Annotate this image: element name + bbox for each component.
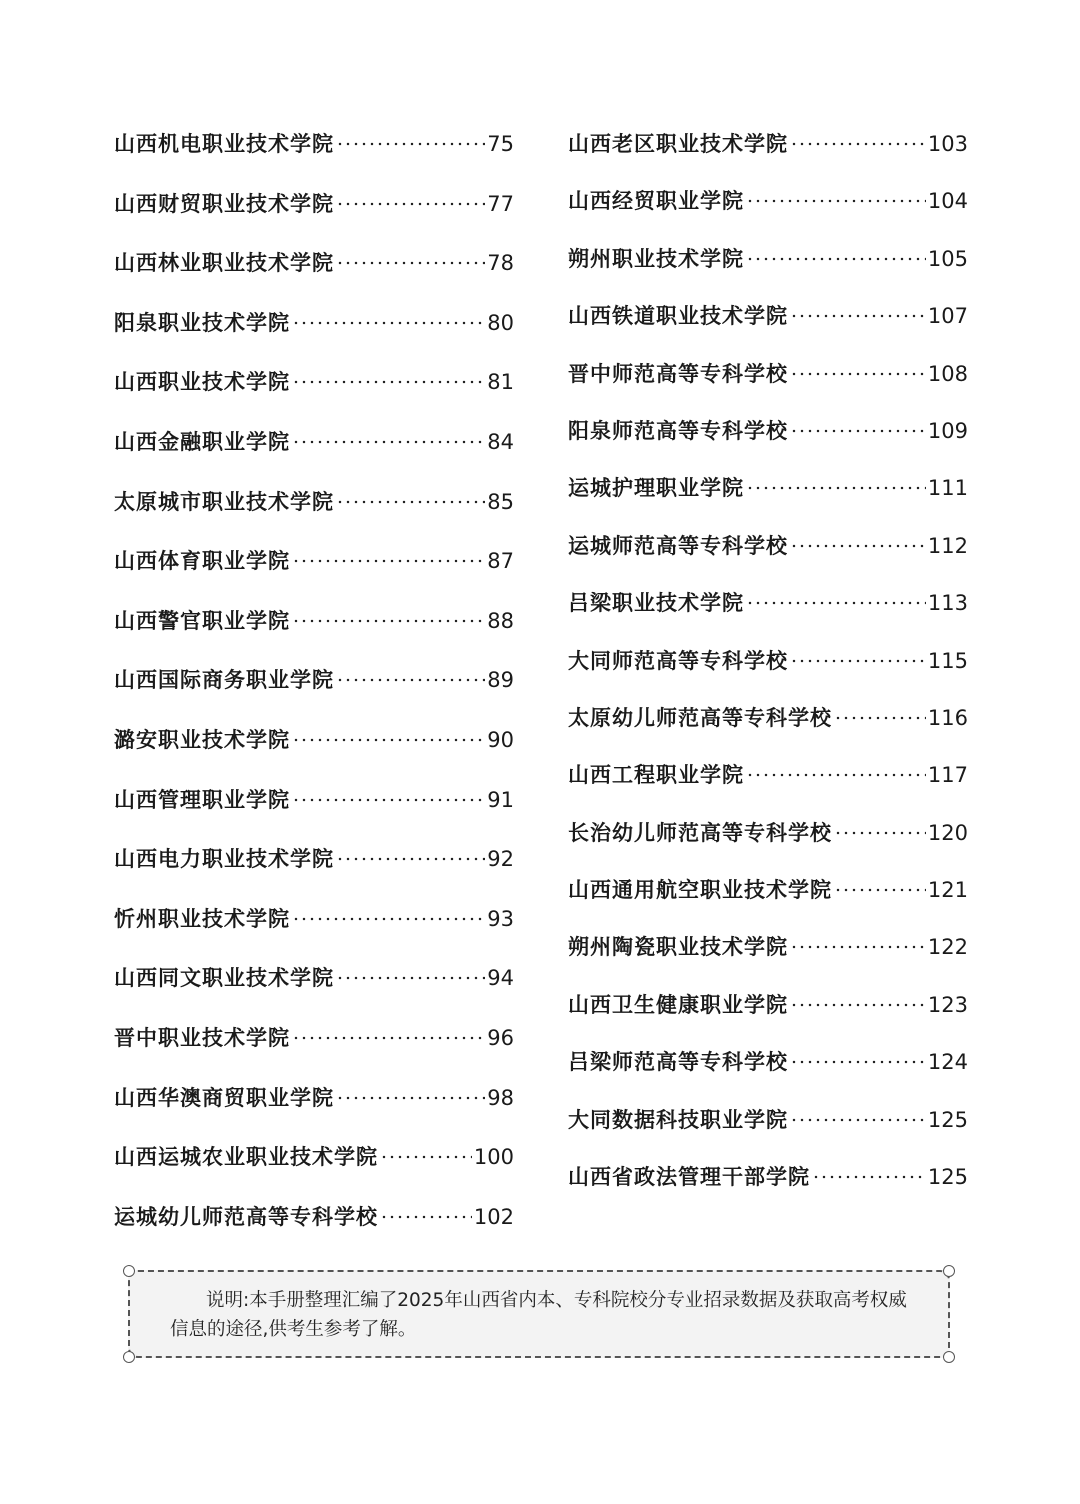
toc-entry-title: 阳泉师范高等专科学校 — [568, 417, 788, 443]
toc-entry-page-number: 112 — [927, 533, 968, 558]
note-corner-ornament — [943, 1351, 955, 1363]
note-corner-ornament — [123, 1265, 135, 1277]
toc-entry — [114, 426, 514, 486]
toc-entry — [568, 185, 968, 242]
toc-entry — [568, 1046, 968, 1103]
toc-entry — [568, 243, 968, 300]
dot-leader — [746, 486, 926, 490]
dot-leader — [336, 857, 485, 861]
toc-entry-title: 山西工程职业学院 — [568, 762, 744, 788]
toc-entry-title: 山西林业职业技术学院 — [114, 250, 334, 276]
toc-entry-title: 运城幼儿师范高等专科学校 — [114, 1203, 378, 1229]
toc-entry-page-number: 113 — [927, 591, 968, 616]
toc-entry-page-number: 103 — [927, 132, 968, 156]
toc-entry — [568, 415, 968, 472]
dot-leader — [834, 888, 926, 892]
toc-entry — [114, 784, 514, 844]
toc-entry-title: 朔州职业技术学院 — [568, 245, 744, 271]
toc-entry-page-number: 120 — [927, 820, 968, 845]
dot-leader — [746, 199, 926, 203]
toc-entry-page-number: 84 — [487, 429, 514, 454]
toc-entry-page-number: 89 — [487, 668, 514, 693]
toc-entry-page-number: 87 — [487, 549, 514, 574]
dot-leader — [336, 500, 485, 504]
toc-entry-title: 山西运城农业职业技术学院 — [114, 1144, 378, 1170]
note-corner-ornament — [123, 1351, 135, 1363]
dot-leader — [812, 1175, 926, 1179]
toc-entry-page-number: 123 — [927, 992, 968, 1017]
dot-leader — [336, 976, 485, 980]
toc-entry-page-number: 125 — [927, 1165, 968, 1190]
toc-entry-page-number: 115 — [927, 648, 968, 673]
toc-entry — [114, 545, 514, 605]
dot-leader — [790, 1118, 926, 1122]
dot-leader — [292, 380, 485, 384]
toc-entry-title: 大同数据科技职业学院 — [568, 1106, 788, 1132]
toc-entry — [114, 1022, 514, 1082]
toc-entry-page-number: 108 — [927, 361, 968, 386]
toc-entry-title: 晋中职业技术学院 — [114, 1024, 290, 1050]
toc-entry-title: 山西管理职业学院 — [114, 786, 290, 812]
toc-entry-title: 朔州陶瓷职业技术学院 — [568, 934, 788, 960]
toc-entry-title: 山西老区职业技术学院 — [568, 131, 788, 156]
note-box — [128, 1270, 950, 1358]
toc-entry — [568, 472, 968, 529]
dot-leader — [790, 659, 926, 663]
toc-entry-page-number: 111 — [927, 476, 968, 501]
toc-entry-page-number: 98 — [487, 1085, 514, 1110]
toc-entry — [568, 300, 968, 357]
toc-entry — [568, 874, 968, 931]
toc-entry-title: 忻州职业技术学院 — [114, 905, 290, 931]
toc-entry — [114, 188, 514, 248]
toc-entry-title: 大同师范高等专科学校 — [568, 647, 788, 673]
dot-leader — [790, 314, 926, 318]
dot-leader — [380, 1155, 472, 1159]
toc-right-column — [568, 128, 968, 1218]
dot-leader — [292, 440, 485, 444]
toc-entry — [568, 931, 968, 988]
toc-entry-page-number: 85 — [487, 489, 514, 514]
toc-entry-title: 吕梁职业技术学院 — [568, 590, 744, 616]
toc-entry-title: 山西职业技术学院 — [114, 369, 290, 395]
dot-leader — [336, 142, 485, 146]
dot-leader — [790, 142, 926, 146]
dot-leader — [790, 429, 926, 433]
toc-entry — [114, 366, 514, 426]
dot-leader — [790, 1003, 926, 1007]
toc-entry — [114, 903, 514, 963]
toc-entry — [114, 1141, 514, 1201]
dot-leader — [292, 619, 485, 623]
toc-entry-title: 山西通用航空职业技术学院 — [568, 877, 832, 903]
dot-leader — [336, 261, 485, 265]
toc-entry — [114, 843, 514, 903]
dot-leader — [790, 1060, 926, 1064]
dot-leader — [292, 917, 485, 921]
toc-entry-title: 山西经贸职业学院 — [568, 188, 744, 214]
toc-entry — [568, 645, 968, 702]
toc-entry-title: 山西财贸职业技术学院 — [114, 190, 334, 216]
toc-entry-title: 山西铁道职业技术学院 — [568, 303, 788, 329]
toc-entry-title: 山西国际商务职业学院 — [114, 667, 334, 693]
toc-entry-title: 山西同文职业技术学院 — [114, 965, 334, 991]
dot-leader — [834, 831, 926, 835]
toc-entry — [568, 358, 968, 415]
toc-entry-page-number: 81 — [487, 370, 514, 395]
toc-entry-title: 晋中师范高等专科学校 — [568, 360, 788, 386]
toc-left-column — [114, 128, 514, 1260]
toc-entry-page-number: 90 — [487, 727, 514, 752]
toc-entry — [114, 247, 514, 307]
toc-entry — [114, 605, 514, 665]
dot-leader — [292, 559, 485, 563]
dot-leader — [292, 1036, 485, 1040]
toc-entry-page-number: 100 — [473, 1145, 514, 1170]
dot-leader — [790, 372, 926, 376]
toc-entry-title: 山西体育职业学院 — [114, 548, 290, 574]
toc-entry-title: 吕梁师范高等专科学校 — [568, 1049, 788, 1075]
toc-entry-title: 山西金融职业学院 — [114, 428, 290, 454]
toc-entry — [568, 1161, 968, 1218]
toc-entry-page-number: 117 — [927, 763, 968, 788]
note-corner-ornament — [943, 1265, 955, 1277]
toc-entry-title: 山西省政法管理干部学院 — [568, 1164, 810, 1190]
toc-entry-title: 山西华澳商贸职业学院 — [114, 1084, 334, 1110]
toc-entry-title: 山西卫生健康职业学院 — [568, 991, 788, 1017]
toc-entry — [568, 530, 968, 587]
toc-entry — [114, 128, 514, 188]
toc-entry-page-number: 104 — [927, 189, 968, 214]
toc-entry-title: 运城师范高等专科学校 — [568, 532, 788, 558]
toc-entry — [568, 759, 968, 816]
dot-leader — [746, 257, 926, 261]
toc-entry — [114, 1201, 514, 1261]
dot-leader — [380, 1215, 472, 1219]
toc-entry-page-number: 121 — [927, 878, 968, 903]
toc-entry-page-number: 78 — [487, 251, 514, 276]
toc-entry-page-number: 91 — [487, 787, 514, 812]
dot-leader — [790, 945, 926, 949]
dot-leader — [336, 678, 485, 682]
toc-entry — [568, 702, 968, 759]
toc-entry-title: 阳泉职业技术学院 — [114, 309, 290, 335]
toc-entry — [114, 486, 514, 546]
toc-entry-title: 太原城市职业技术学院 — [114, 488, 334, 514]
toc-entry — [114, 1082, 514, 1142]
toc-entry-page-number: 125 — [927, 1107, 968, 1132]
toc-entry — [568, 128, 968, 185]
dot-leader — [336, 202, 485, 206]
dot-leader — [292, 738, 485, 742]
toc-entry-page-number: 107 — [927, 304, 968, 329]
toc-entry-title: 山西机电职业技术学院 — [114, 131, 334, 156]
toc-entry — [114, 724, 514, 784]
toc-entry — [568, 817, 968, 874]
dot-leader — [746, 601, 926, 605]
dot-leader — [292, 321, 485, 325]
toc-entry-page-number: 109 — [927, 418, 968, 443]
toc-entry — [568, 989, 968, 1046]
toc-entry — [568, 1104, 968, 1161]
toc-entry — [568, 587, 968, 644]
note-text: 说明:本手册整理汇编了2025年山西省内本、专科院校分专业招录数据及获取高考权威信息的途径,供考生参考了解。 — [170, 1290, 907, 1340]
toc-entry-title: 运城护理职业学院 — [568, 475, 744, 501]
toc-entry — [114, 664, 514, 724]
toc-entry-page-number: 77 — [487, 191, 514, 216]
toc-entry-page-number: 96 — [487, 1025, 514, 1050]
toc-entry-page-number: 105 — [927, 246, 968, 271]
dot-leader — [292, 798, 485, 802]
dot-leader — [834, 716, 926, 720]
toc-entry — [114, 307, 514, 367]
toc-entry-page-number: 102 — [473, 1204, 514, 1229]
toc-entry-page-number: 124 — [927, 1050, 968, 1075]
toc-entry-title: 太原幼儿师范高等专科学校 — [568, 704, 832, 730]
toc-entry-page-number: 116 — [927, 705, 968, 730]
toc-entry-page-number: 93 — [487, 906, 514, 931]
toc-entry-title: 山西电力职业技术学院 — [114, 846, 334, 872]
toc-entry-title: 山西警官职业学院 — [114, 607, 290, 633]
toc-entry-title: 长治幼儿师范高等专科学校 — [568, 819, 832, 845]
toc-entry-page-number: 94 — [487, 966, 514, 991]
toc-entry-title: 潞安职业技术学院 — [114, 726, 290, 752]
toc-entry — [114, 962, 514, 1022]
toc-entry-page-number: 92 — [487, 847, 514, 872]
toc-entry-page-number: 88 — [487, 608, 514, 633]
toc-entry-page-number: 80 — [487, 310, 514, 335]
toc-entry-page-number: 75 — [487, 132, 514, 156]
dot-leader — [336, 1096, 485, 1100]
dot-leader — [790, 544, 926, 548]
toc-entry-page-number: 122 — [927, 935, 968, 960]
dot-leader — [746, 773, 926, 777]
